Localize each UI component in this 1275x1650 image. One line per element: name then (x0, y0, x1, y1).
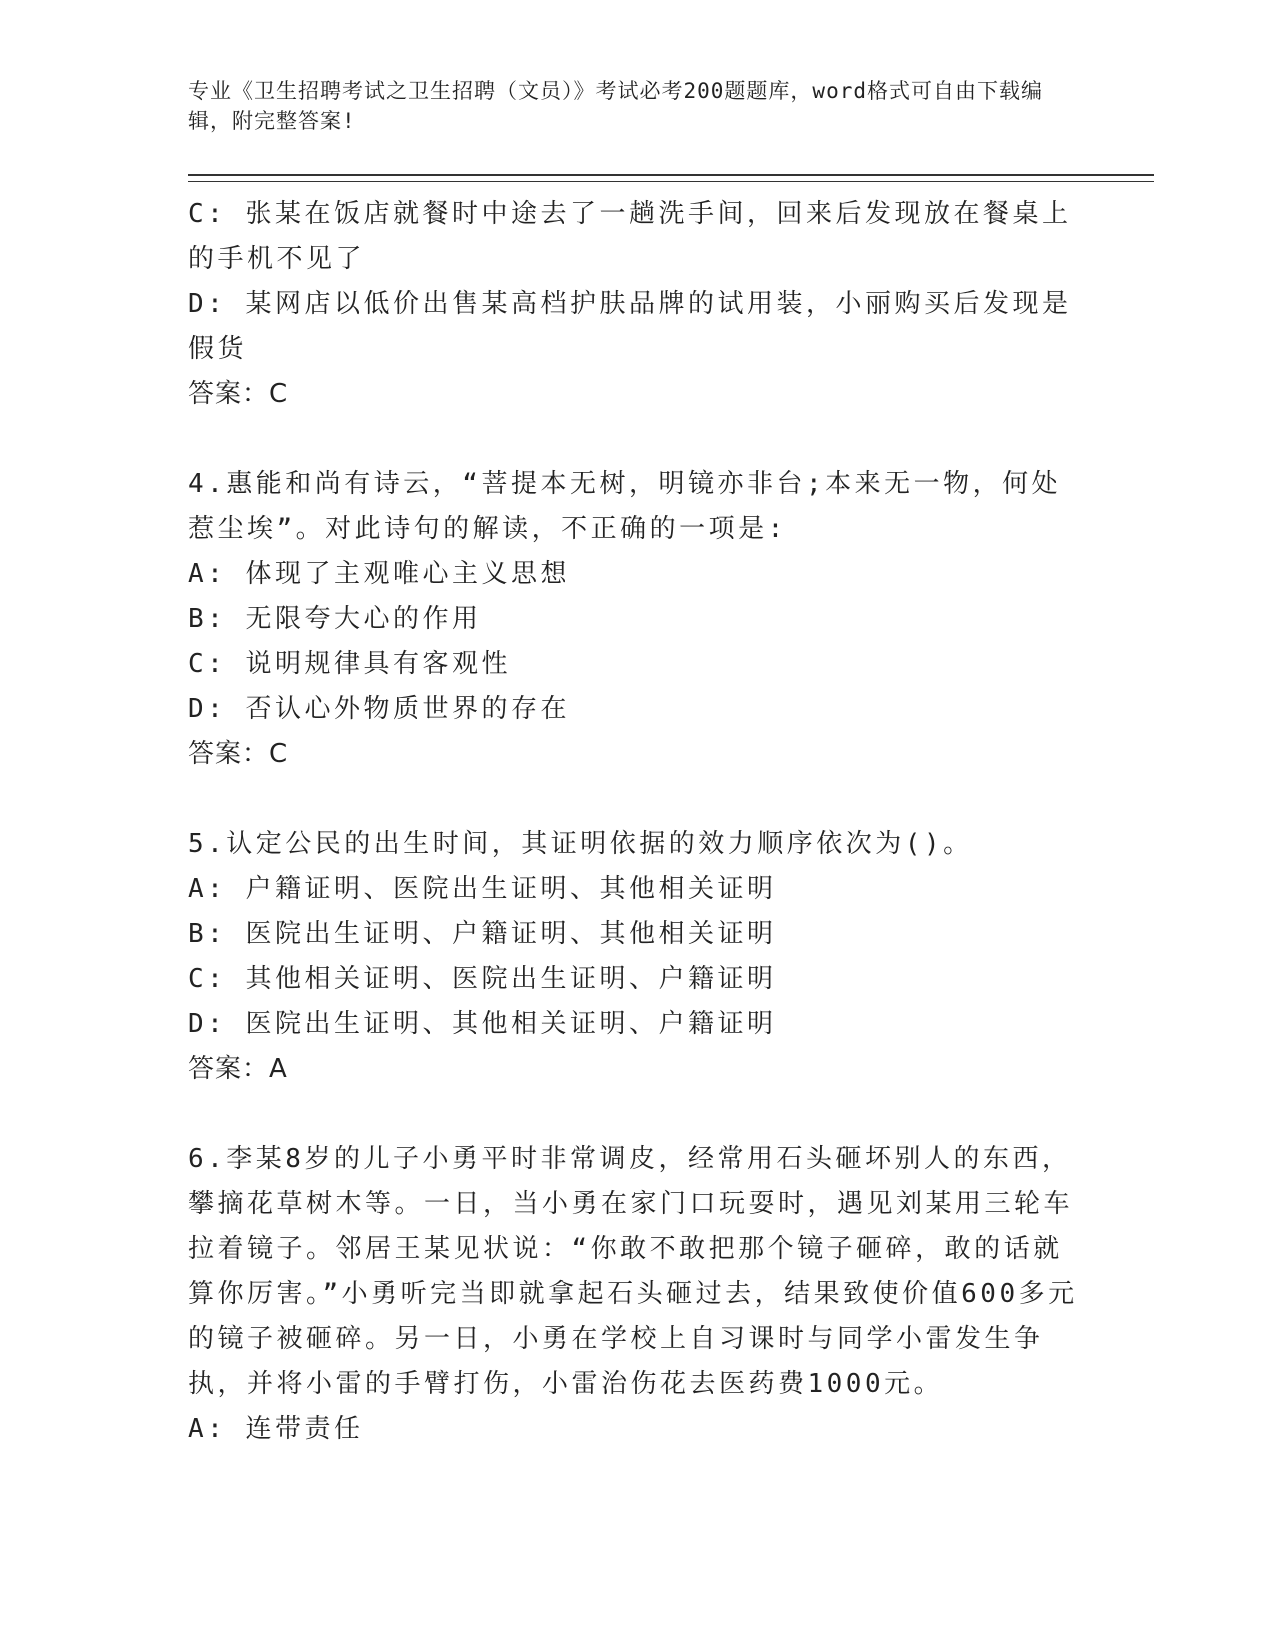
question-3-tail (188, 192, 1078, 417)
q5-option-a: A: 户籍证明、医院出生证明、其他相关证明 (188, 874, 777, 904)
q3-option-c: C: 张某在饭店就餐时中途去了一趟洗手间，回来后发现放在餐桌上的手机不见了 (188, 199, 1072, 274)
q4-stem: 4.惠能和尚有诗云，“菩提本无树，明镜亦非台;本来无一物，何处惹尘埃”。对此诗句的解读，不正确的一项是: (188, 469, 1062, 544)
q4-option-a: A: 体现了主观唯心主义思想 (188, 559, 570, 589)
q4-option-b: B: 无限夸大心的作用 (188, 604, 482, 634)
spacer (188, 777, 1078, 822)
question-content (188, 192, 1078, 1452)
spacer (188, 417, 1078, 462)
question-5 (188, 822, 1078, 1092)
q3-answer: 答案：C (188, 379, 289, 409)
q4-option-c: C: 说明规律具有客观性 (188, 649, 511, 679)
q5-option-c: C: 其他相关证明、医院出生证明、户籍证明 (188, 964, 777, 994)
q5-answer: 答案：A (188, 1054, 288, 1084)
q4-answer: 答案：C (188, 739, 289, 769)
q6-option-a: A: 连带责任 (188, 1414, 364, 1444)
spacer (188, 1092, 1078, 1137)
q5-option-b: B: 医院出生证明、户籍证明、其他相关证明 (188, 919, 777, 949)
question-6 (188, 1137, 1078, 1452)
q6-stem: 6.李某8岁的儿子小勇平时非常调皮，经常用石头砸坏别人的东西，攀摘花草树木等。一日，当小勇在家门口玩耍时，遇见刘某用三轮车拉着镜子。邻居王某见状说：“你敢不敢把那个镜子砸碎，敢的话就算你厉害。”小勇听完当即就拿起石头砸过去，结果致使价值600多元的镜子被砸碎。另一日，小勇在学校上自习课时与同学小雷发生争执，并将小雷的手臂打伤，小雷治伤花去医药费1000元。 (188, 1144, 1078, 1399)
document-header: 专业《卫生招聘考试之卫生招聘（文员）》考试必考200题题库，word格式可自由下载编辑，附完整答案! (188, 79, 1043, 133)
header-divider-thin (188, 181, 1154, 182)
q4-option-d: D: 否认心外物质世界的存在 (188, 694, 570, 724)
question-4 (188, 462, 1078, 777)
q5-stem: 5.认定公民的出生时间，其证明依据的效力顺序依次为()。 (188, 829, 973, 859)
q3-option-d: D: 某网店以低价出售某高档护肤品牌的试用装，小丽购买后发现是假货 (188, 289, 1072, 364)
q5-option-d: D: 医院出生证明、其他相关证明、户籍证明 (188, 1009, 777, 1039)
header-divider-thick (188, 174, 1154, 176)
